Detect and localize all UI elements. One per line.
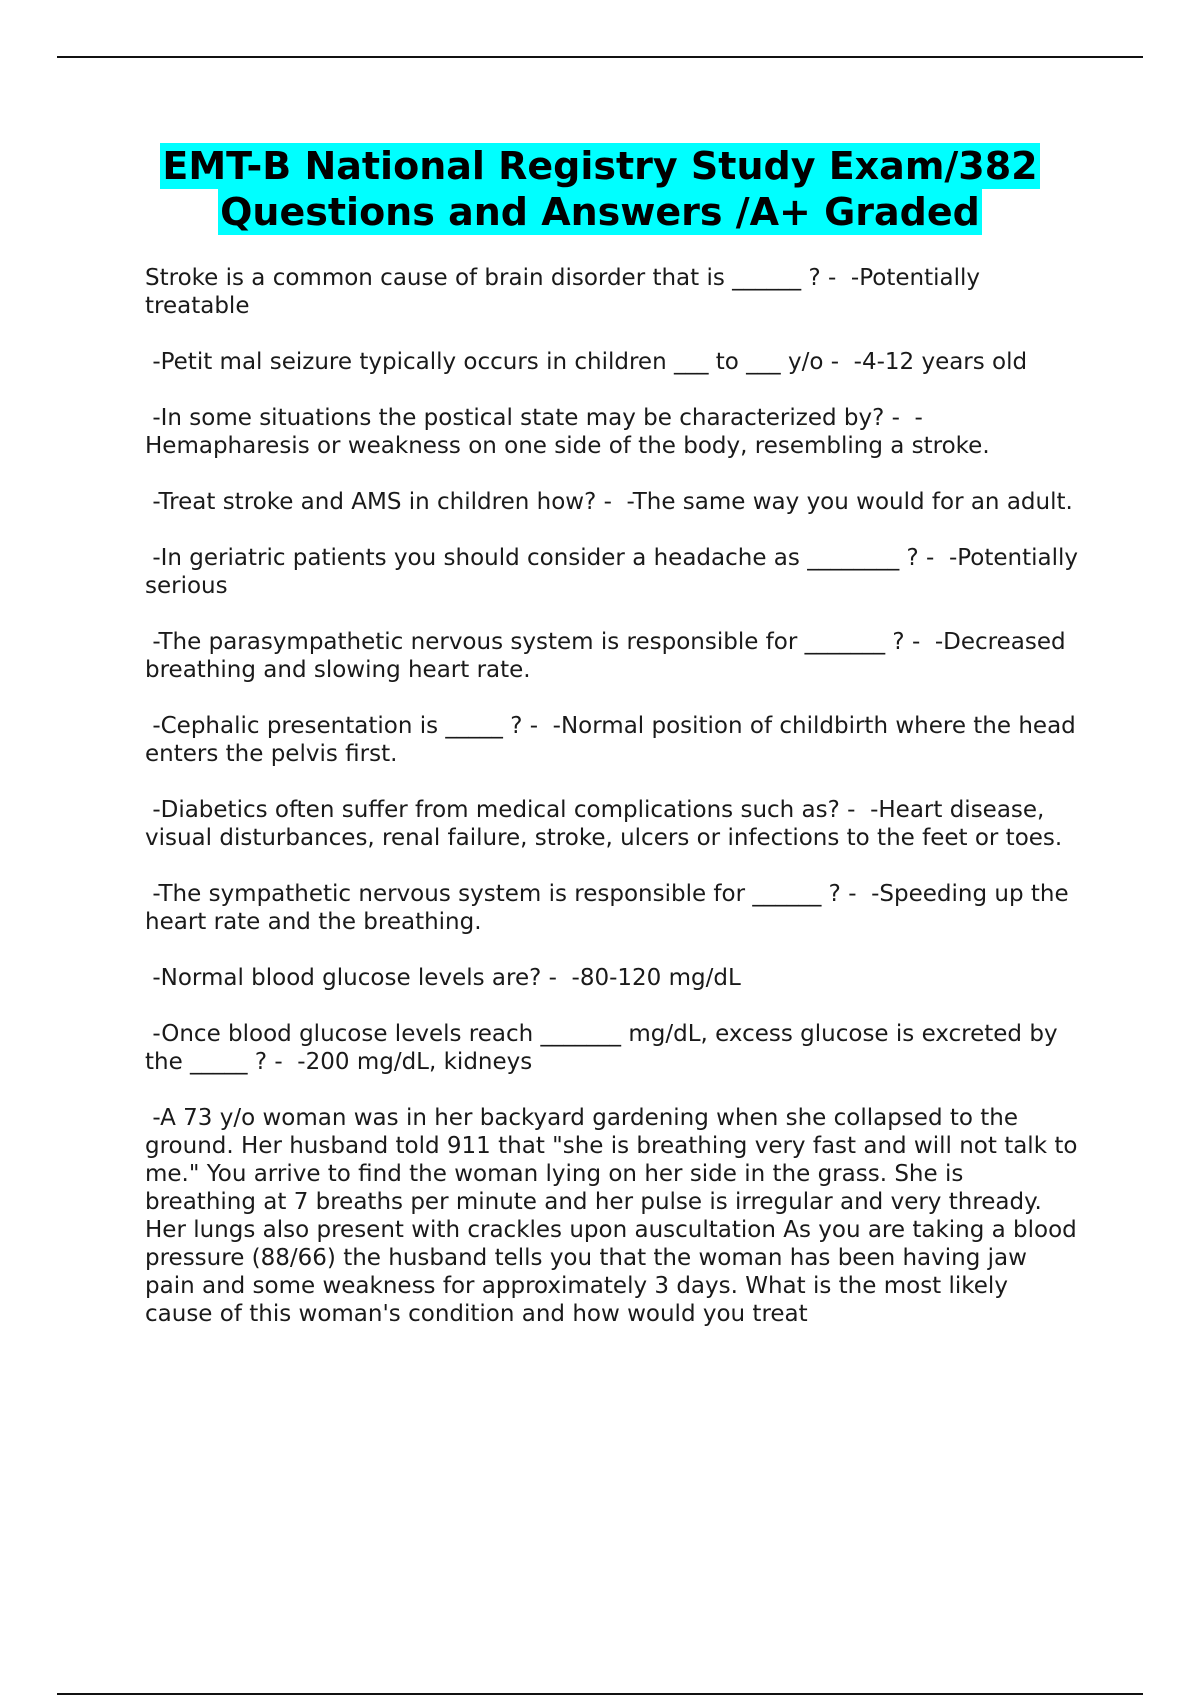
qa-item: -Normal blood glucose levels are? - -80-120 mg/dL xyxy=(145,965,741,991)
header-rule xyxy=(57,56,1143,58)
title-line-2: Questions and Answers /A+ Graded xyxy=(220,190,980,234)
title-line-1: EMT-B National Registry Study Exam/382 xyxy=(162,144,1038,188)
qa-item: -The sympathetic nervous system is responsible for ______ ? - -Speeding up the heart rate and the breathing. xyxy=(145,881,1076,935)
qa-item: -A 73 y/o woman was in her backyard gardening when she collapsed to the ground. Her husband told 911 that "she is breathing very fast and will not talk to me." You arrive to find the woman lying on her side in the grass. She is breathing at 7 breaths per minute and her pulse is irregular and very thready. Her lungs also present with crackles upon auscultation As you are taking a blood pressure (88/66) the husband tells you that the woman has been having jaw pain and some weakness for approximately 3 days. What is the most likely cause of this woman's condition and how would you treat xyxy=(145,1105,1085,1327)
page-title xyxy=(60,143,1140,235)
qa-item: -The parasympathetic nervous system is responsible for _______ ? - -Decreased breathing and slowing heart rate. xyxy=(145,629,1073,683)
qa-item: -Diabetics often suffer from medical complications such as? - -Heart disease, visual disturbances, renal failure, stroke, ulcers or infections to the feet or toes. xyxy=(145,797,1063,851)
qa-item: -Cephalic presentation is _____ ? - -Normal position of childbirth where the head enters the pelvis first. xyxy=(145,713,1084,767)
qa-item: -Once blood glucose levels reach _______ mg/dL, excess glucose is excreted by the _____ ? - -200 mg/dL, kidneys xyxy=(145,1021,1065,1075)
qa-item: -In geriatric patients you should consider a headache as ________ ? - -Potentially serious xyxy=(145,545,1086,599)
qa-item: -In some situations the postical state may be characterized by? - -Hemapharesis or weakness on one side of the body, resembling a stroke. xyxy=(145,405,990,459)
qa-item: -Treat stroke and AMS in children how? - -The same way you would for an adult. xyxy=(145,489,1073,515)
footer-rule xyxy=(57,1693,1143,1695)
qa-item: Stroke is a common cause of brain disorder that is ______ ? - -Potentially treatable xyxy=(145,265,988,319)
qa-item: -Petit mal seizure typically occurs in children ___ to ___ y/o - -4-12 years old xyxy=(145,349,1028,375)
qa-list xyxy=(145,264,1086,1356)
